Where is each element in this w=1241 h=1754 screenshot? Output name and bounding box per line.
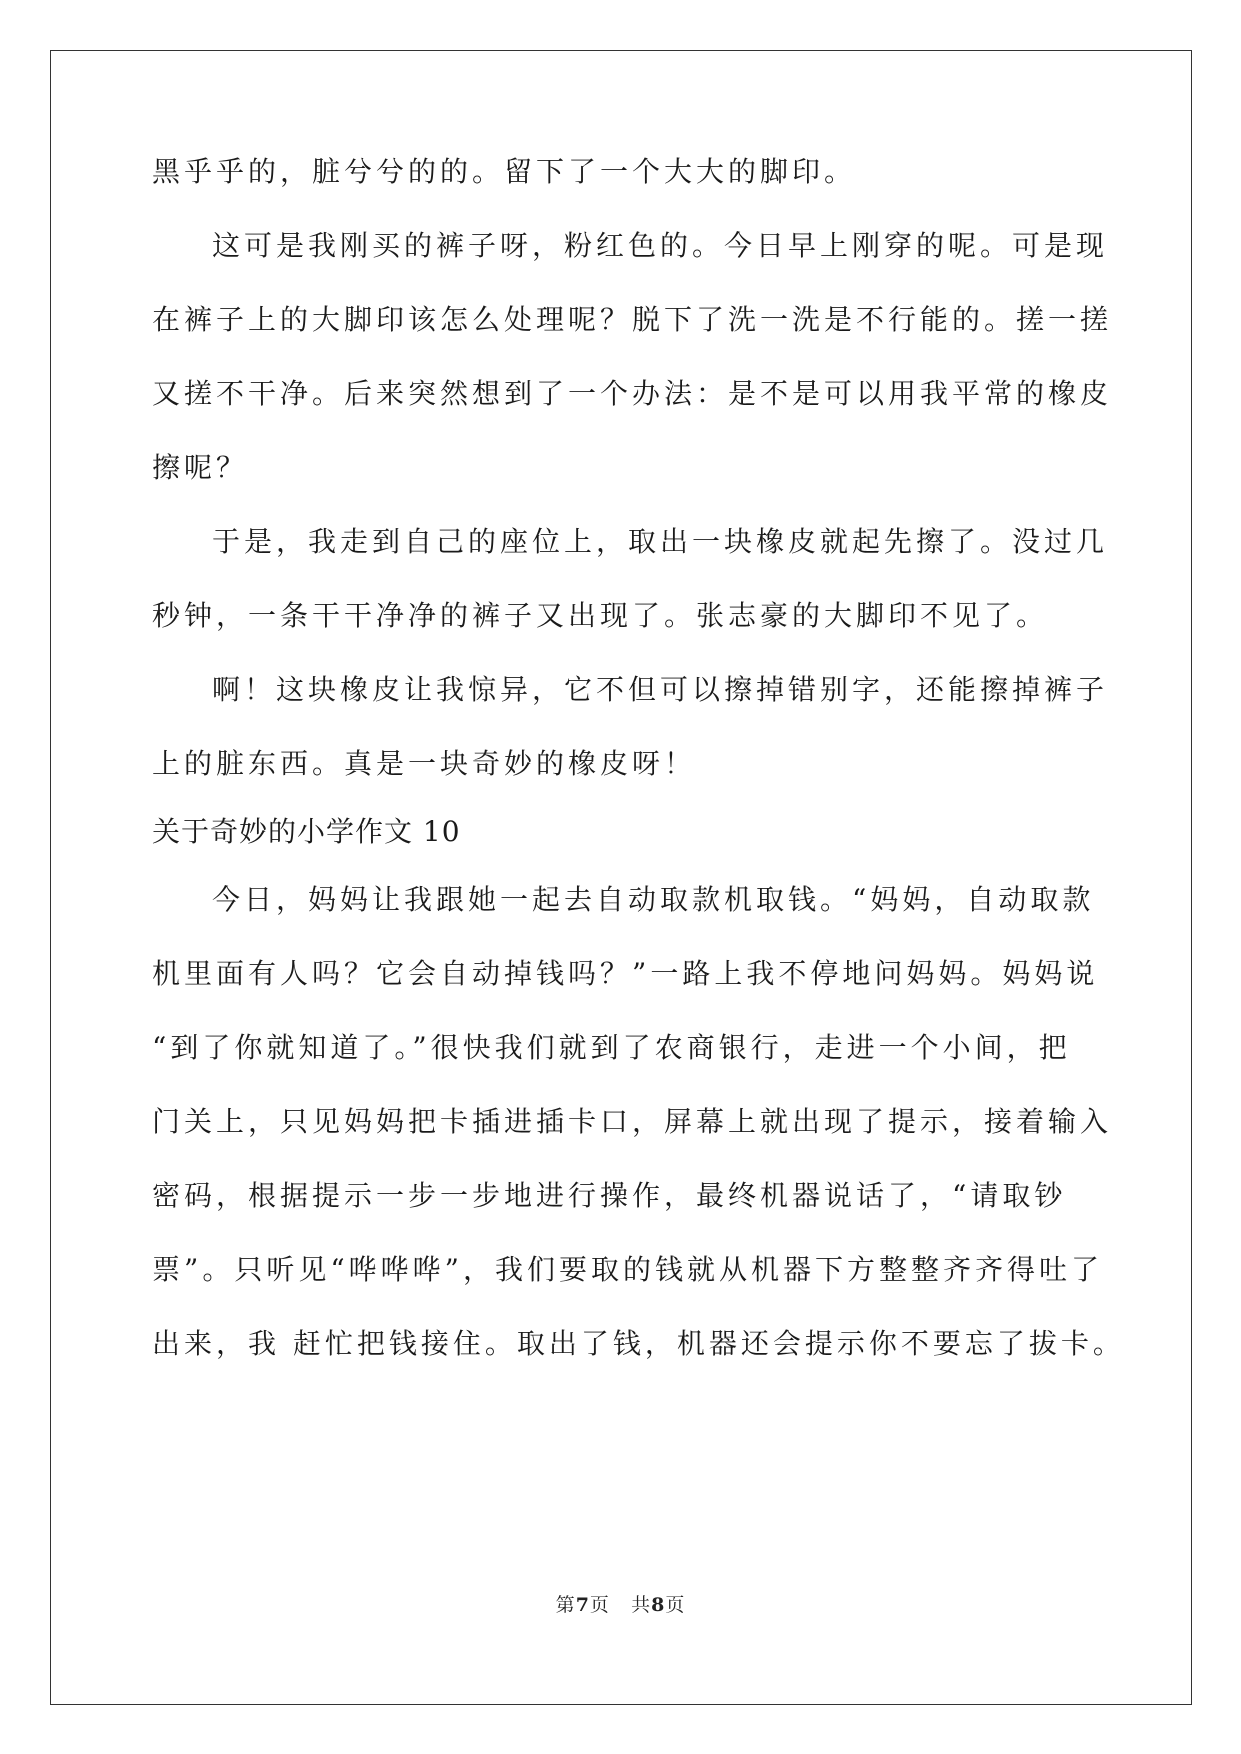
text-line: 票”。只听见“哗哗哗”，我们要取的钱就从机器下方整整齐齐得吐了 [152,1253,1103,1286]
page-prefix: 第 [555,1594,576,1616]
text-line: 啊！这块橡皮让我惊异，它不但可以擦掉错别字，还能擦掉裤子 [212,673,1109,706]
current-page-number: 7 [575,1594,590,1616]
text-line: 于是，我走到自己的座位上，取出一块橡皮就起先擦了。没过几 [212,525,1109,558]
page-border [50,50,1192,1705]
section-heading: 关于奇妙的小学作文 10 [152,815,461,848]
text-line: 黑乎乎的，脏兮兮的的。留下了一个大大的脚印。 [152,155,857,188]
total-page-number: 8 [651,1594,666,1616]
text-line: 密码，根据提示一步一步地进行操作，最终机器说话了，“请取钞 [152,1179,1067,1212]
text-line: 擦呢？ [152,451,249,484]
text-line: 出来，我 赶忙把钱接住。取出了钱，机器还会提示你不要忘了拔卡。 [152,1327,1125,1360]
text-line: 上的脏东西。真是一块奇妙的橡皮呀！ [152,747,697,780]
text-line: 这可是我刚买的裤子呀，粉红色的。今日早上刚穿的呢。可是现 [212,229,1109,262]
page-footer [0,1593,1241,1617]
total-prefix: 共 [631,1594,652,1616]
total-suffix: 页 [665,1594,686,1616]
text-line: “到了你就知道了。”很快我们就到了农商银行，走进一个小间，把 [152,1031,1071,1064]
text-line: 机里面有人吗？它会自动掉钱吗？”一路上我不停地问妈妈。妈妈说 [152,957,1099,990]
text-line: 在裤子上的大脚印该怎么处理呢？脱下了洗一洗是不行能的。搓一搓 [152,303,1113,336]
text-line: 今日，妈妈让我跟她一起去自动取款机取钱。“妈妈，自动取款 [212,883,1095,916]
text-line: 秒钟，一条干干净净的裤子又出现了。张志豪的大脚印不见了。 [152,599,1049,632]
text-line: 又搓不干净。后来突然想到了一个办法：是不是可以用我平常的橡皮 [152,377,1113,410]
text-line: 门关上，只见妈妈把卡插进插卡口，屏幕上就出现了提示，接着输入 [152,1105,1113,1138]
page-suffix: 页 [589,1594,610,1616]
